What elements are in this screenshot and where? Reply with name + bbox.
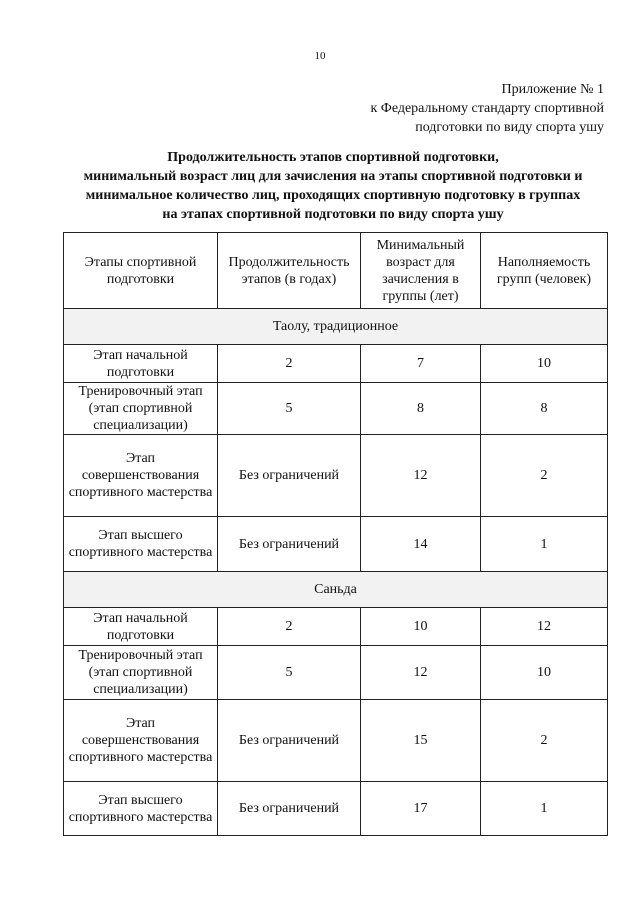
cell-stage: Этап начальной подготовки: [64, 608, 218, 646]
cell-group-size: 10: [481, 646, 608, 700]
table-header-row: [64, 233, 608, 309]
cell-duration: 2: [218, 608, 361, 646]
cell-duration: 5: [218, 383, 361, 435]
header-stage: Этапы спортивной подготовки: [64, 233, 218, 309]
cell-duration: Без ограничений: [218, 435, 361, 517]
table-row: [64, 435, 608, 517]
cell-min-age: 14: [361, 517, 481, 572]
section-title: Саньда: [64, 572, 608, 608]
table-row: [64, 782, 608, 836]
table-row: [64, 345, 608, 383]
cell-group-size: 2: [481, 700, 608, 782]
cell-duration: Без ограничений: [218, 782, 361, 836]
cell-stage: Тренировочный этап (этап спортивной специализации): [64, 646, 218, 700]
cell-min-age: 10: [361, 608, 481, 646]
table-row: [64, 646, 608, 700]
cell-min-age: 8: [361, 383, 481, 435]
cell-duration: 2: [218, 345, 361, 383]
section-row: [64, 572, 608, 608]
cell-stage: Этап совершенствования спортивного мастерства: [64, 700, 218, 782]
header-group-size: Наполняемость групп (человек): [481, 233, 608, 309]
cell-stage: Этап высшего спортивного мастерства: [64, 517, 218, 572]
appendix-line-2: к Федеральному стандарту спортивной: [370, 101, 604, 116]
cell-min-age: 7: [361, 345, 481, 383]
cell-group-size: 8: [481, 383, 608, 435]
header-duration: Продолжительность этапов (в годах): [218, 233, 361, 309]
table-row: [64, 608, 608, 646]
table-row: [64, 700, 608, 782]
cell-group-size: 2: [481, 435, 608, 517]
title-line-3: минимальное количество лиц, проходящих спортивную подготовку в группах: [85, 188, 581, 203]
table-row: [64, 517, 608, 572]
cell-stage: Тренировочный этап (этап спортивной специализации): [64, 383, 218, 435]
cell-min-age: 12: [361, 646, 481, 700]
cell-duration: Без ограничений: [218, 700, 361, 782]
table-row: [64, 383, 608, 435]
title-line-2: минимальный возраст лиц для зачисления на этапы спортивной подготовки и: [83, 169, 583, 184]
cell-stage: Этап высшего спортивного мастерства: [64, 782, 218, 836]
stages-table: [63, 232, 608, 836]
cell-duration: Без ограничений: [218, 517, 361, 572]
header-min-age: Минимальный возраст для зачисления в группы (лет): [361, 233, 481, 309]
cell-group-size: 12: [481, 608, 608, 646]
appendix-line-3: подготовки по виду спорта ушу: [415, 120, 604, 135]
cell-group-size: 1: [481, 517, 608, 572]
cell-duration: 5: [218, 646, 361, 700]
cell-min-age: 12: [361, 435, 481, 517]
cell-stage: Этап начальной подготовки: [64, 345, 218, 383]
appendix-note: [370, 80, 604, 137]
title-line-1: Продолжительность этапов спортивной подготовки,: [167, 150, 499, 165]
section-row: [64, 309, 608, 345]
section-title: Таолу, традиционное: [64, 309, 608, 345]
cell-min-age: 15: [361, 700, 481, 782]
document-title: [55, 148, 611, 224]
cell-stage: Этап совершенствования спортивного мастерства: [64, 435, 218, 517]
cell-group-size: 10: [481, 345, 608, 383]
title-line-4: на этапах спортивной подготовки по виду спорта ушу: [162, 207, 504, 222]
appendix-line-1: Приложение № 1: [501, 82, 604, 97]
cell-min-age: 17: [361, 782, 481, 836]
page-number: 10: [314, 50, 326, 62]
cell-group-size: 1: [481, 782, 608, 836]
